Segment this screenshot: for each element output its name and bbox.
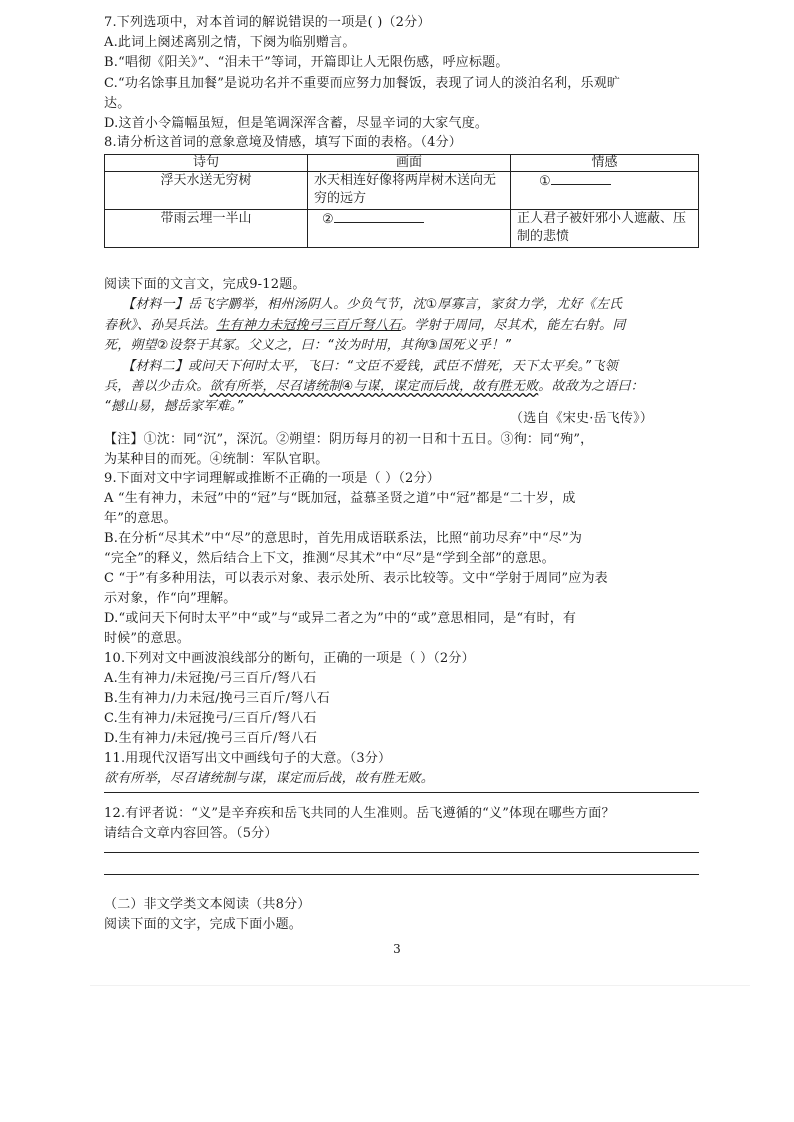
row1-emotion-mark: ① (539, 174, 551, 189)
material2-line2-start: 兵，善以少击众。 (104, 379, 210, 394)
material1-line1: 【材料一】岳飞字鹏举，相州汤阴人。少负气节，沈①厚寡言，家贫力学，尤好《左氏 (122, 297, 623, 312)
answer-line[interactable] (104, 874, 699, 875)
row2-emotion: 正人君子被奸邪小人遮蔽、压制的悲愤 (511, 210, 699, 248)
q10-stem: 10.下列对文中画波浪线部分的断句，正确的一项是（ ）（2分） (104, 651, 475, 666)
underlined-sentence: 欲有所举，尽召诸统制④与谋，谋定而后战，故有胜无败 (209, 379, 539, 394)
answer-blank-2[interactable] (334, 210, 424, 223)
answer-line[interactable] (104, 792, 699, 793)
reading-intro: 阅读下面的文言文，完成9-12题。 (104, 277, 306, 292)
q10-option-c: C.生有神力/未冠挽弓/三百斤/弩八石 (104, 711, 317, 726)
q7-stem: 7.下列选项中，对本首词的解说错误的一项是( )（2分） (104, 15, 431, 30)
q12-stem-line1: 12.有评者说：“义”是辛弃疾和岳飞共同的人生准则。岳飞遵循的“义”体现在哪些方面？ (104, 806, 615, 821)
source-citation: （选自《宋史·岳飞传》） (510, 411, 654, 426)
q9-option-c-line2: 示对象，作“向”理解。 (104, 591, 237, 606)
q10-option-d: D.生有神力/未冠/挽弓三百斤/弩八石 (104, 731, 318, 746)
q9-option-a-line2: 年”的意思。 (104, 511, 177, 526)
q7-option-c-line2: 达。 (104, 96, 131, 111)
header-poem-line: 诗句 (105, 155, 308, 172)
q11-stem: 11.用现代汉语写出文中画线句子的大意。（3分） (104, 751, 392, 766)
table-row (105, 210, 699, 248)
row1-emotion[interactable] (511, 172, 699, 210)
header-scene: 画面 (308, 155, 511, 172)
scan-edge-divider (90, 985, 750, 986)
q9-option-a-line1: A “生有神力，未冠”中的“冠”与“既加冠，益慕圣贤之道”中“冠”都是“二十岁，成 (104, 491, 576, 506)
row1-scene: 水天相连好像将两岸树木送向无穷的远方 (308, 172, 511, 210)
row2-scene[interactable] (308, 210, 511, 248)
q9-option-b-line2: “完全”的释义，然后结合上下文，推测“尽其术”中“尽”是“学到全部”的意思。 (104, 551, 555, 566)
q9-option-d-line1: D.“或问天下何时太平”中“或”与“或异二者之为”中的“或”意思相同，是“有时，有 (104, 611, 577, 626)
q7-option-d: D.这首小令篇幅虽短，但是笔调深浑含蓄，尽显辛词的大家气度。 (104, 116, 489, 131)
page-number: 3 (393, 942, 401, 956)
material2-line2-end: 。故敌为之语曰： (538, 379, 644, 394)
row2-poem-line: 带雨云埋一半山 (105, 210, 308, 248)
notes-line1: 【注】①沈：同“沉”，深沉。②朔望：阴历每月的初一日和十五日。③徇：同“殉”， (104, 432, 594, 447)
answer-line[interactable] (104, 852, 699, 853)
q7-option-b: B.“唱彻《阳关》”、“泪未干”等词，开篇即让人无限伤感，呼应标题。 (104, 55, 509, 70)
q8-table (104, 154, 699, 248)
material2-line2 (104, 378, 704, 396)
row1-poem-line: 浮天水送无穷树 (105, 172, 308, 210)
q12-stem-line2: 请结合文章内容回答。（5分） (104, 826, 278, 841)
q11-sentence: 欲有所举，尽召诸统制与谋，谋定而后战，故有胜无败。 (104, 771, 435, 786)
table-header-row (105, 155, 699, 172)
q9-option-b-line1: B.在分析“尽其术”中“尽”的意思时，首先用成语联系法，比照“前功尽弃”中“尽”为 (104, 531, 583, 546)
material2-line1: 【材料二】或问天下何时太平，飞曰：“文臣不爱钱，武臣不惜死，天下太平矣。”飞领 (122, 359, 618, 374)
notes-line2: 为某种目的而死。④统制：军队官职。 (104, 452, 329, 467)
material1-line2-start: 春秋》、孙吴兵法。 (104, 318, 217, 333)
q10-option-b: B.生有神力/力未冠/挽弓三百斤/弩八石 (104, 691, 330, 706)
q8-stem: 8.请分析这首词的意象意境及情感，填写下面的表格。（4分） (104, 135, 462, 150)
header-emotion: 情感 (511, 155, 699, 172)
table-row (105, 172, 699, 210)
section2-instruction: 阅读下面的文字，完成下面小题。 (104, 917, 303, 932)
q9-option-d-line2: 时候”的意思。 (104, 631, 191, 646)
material2-line3: “撼山易，撼岳家军难。” (104, 399, 244, 414)
q7-option-c-line1: C.“功名馀事且加餐”是说功名并不重要而应努力加餐饭，表现了词人的淡泊名利，乐观旷 (104, 76, 621, 91)
row2-scene-mark: ② (322, 212, 334, 227)
q7-option-a: A.此词上阕述离别之情，下阕为临别赠言。 (104, 35, 356, 50)
section2-title: （二）非文学类文本阅读（共8分） (104, 897, 311, 912)
q9-stem: 9.下面对文中字词理解或推断不正确的一项是（ ）（2分） (104, 471, 440, 486)
wavy-sentence: 生有神力未冠挽弓三百斤弩八石 (216, 318, 402, 333)
answer-blank-1[interactable] (551, 172, 611, 185)
material1-line3: 死，朔望②设祭于其冢。父义之，曰：“汝为时用，其徇③国死义乎！” (104, 338, 512, 353)
material1-line2-end: 。学射于周同，尽其术，能左右射。同 (401, 318, 626, 333)
q9-option-c-line1: C “于”有多种用法，可以表示对象、表示处所、表示比较等。文中“学射于周同”应为表 (104, 571, 608, 586)
q10-option-a: A.生有神力/未冠挽/弓三百斤/弩八石 (104, 671, 317, 686)
material1-line2 (104, 317, 704, 335)
